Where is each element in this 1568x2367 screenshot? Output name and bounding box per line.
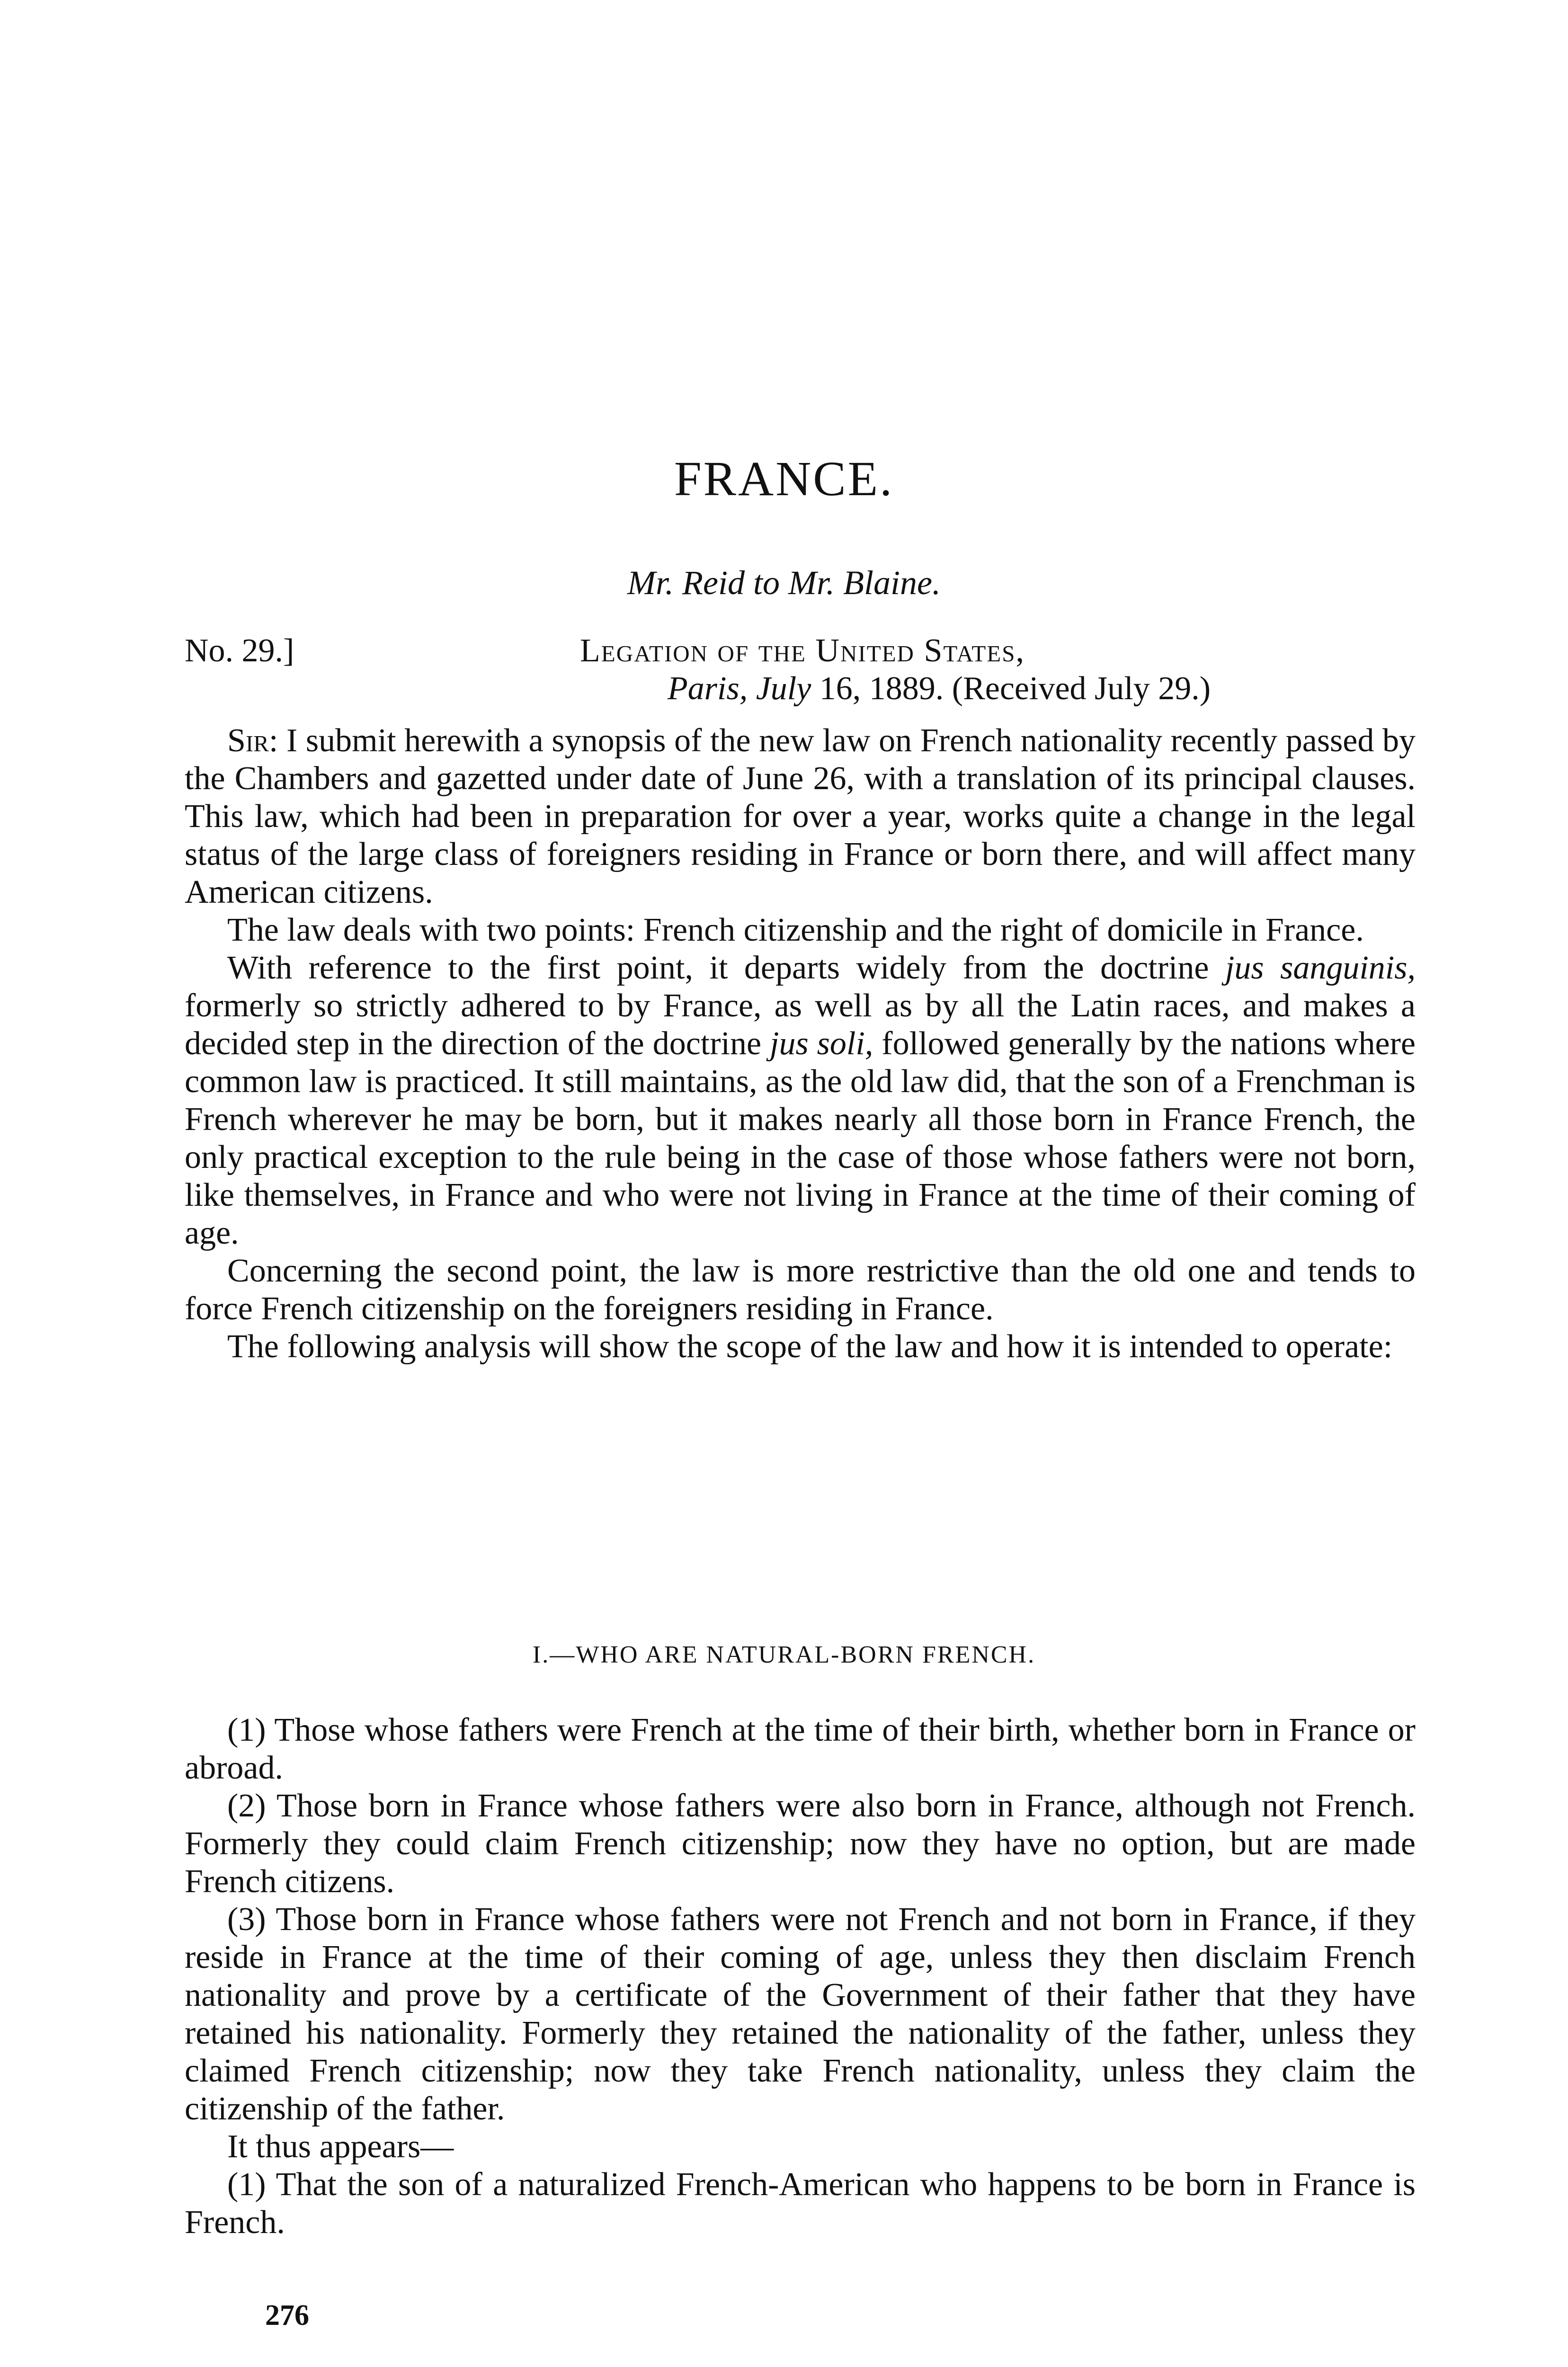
- letter-heading: Mr. Reid to Mr. Blaine.: [627, 564, 941, 602]
- document-number: No. 29.]: [185, 632, 294, 669]
- paragraph-4: Concerning the second point, the law is more restrictive than the old one and tends to force French citizenship on the foreigners residing in France.: [185, 1253, 1416, 1327]
- salutation: Sir: [227, 722, 269, 759]
- paragraph-3: [185, 949, 1416, 1252]
- legation-line: Legation of the United States,: [580, 632, 1025, 669]
- list-paragraph-5: (1) That the son of a naturalized French-American who happens to be born in France is French.: [185, 2166, 1416, 2241]
- paragraph-3-text-b: formerly so strictly adhered to by France, as well as by all the Latin races, and makes a decided step in the direction of the doctrine: [185, 988, 1416, 1062]
- paragraph-2: The law deals with two points: French citizenship and the right of domicile in France.: [227, 912, 1364, 948]
- jus-sanguinis-term: jus sanguinis,: [1225, 950, 1416, 986]
- paragraph-5: The following analysis will show the scope of the law and how it is intended to operate:: [227, 1328, 1393, 1365]
- list-paragraph-4: It thus appears—: [227, 2128, 454, 2165]
- jus-soli-term: jus soli,: [770, 1025, 873, 1062]
- dateline-place: Paris, July: [668, 670, 811, 707]
- section-heading: I.—WHO ARE NATURAL-BORN FRENCH.: [532, 1641, 1036, 1668]
- dateline-received: (Received July 29.): [952, 670, 1211, 707]
- list-paragraph-3: (3) Those born in France whose fathers were not French and not born in France, if they reside in France at the time of their coming of age, unless they then disclaim French nationality and prove by a certificate of the Government of their father that they have retained his nationality. Formerly they retained the nationality of the father, unless they claimed French citizenship; now they take French nationality, unless they claim the citizenship of the father.: [185, 1901, 1416, 2127]
- paragraph-1: [185, 722, 1416, 911]
- dateline-date: 16, 1889.: [819, 670, 944, 707]
- paragraph-3-text-c: followed generally by the nations where common law is practiced. It still maintains, as the old law did, that the son of a Frenchman is French wherever he may be born, but it makes nearly all those born in France French, the only practical exception to the rule being in the case of those whose fathers were not born, like themselves, in France and who were not living in France at the time of their coming of age.: [185, 1025, 1416, 1251]
- section-body: [185, 1711, 1416, 2242]
- paragraph-1-text: : I submit herewith a synopsis of the new law on French nationality recently passed by the Chambers and gazetted under date of June 26, with a translation of its principal clauses. This law, which had been in preparation for over a year, works quite a change in the legal status of the large class of foreigners residing in France or born there, and will affect many American citizens.: [185, 722, 1416, 910]
- page-title: FRANCE.: [674, 452, 894, 506]
- page-number: 276: [265, 2299, 309, 2331]
- list-paragraph-2: (2) Those born in France whose fathers were also born in France, although not French. Formerly they could claim French citizenship; now they have no option, but are made French citizens.: [185, 1788, 1416, 1900]
- paragraph-3-text-a: With reference to the first point, it departs widely from the doctrine: [227, 950, 1225, 986]
- letter-body: [185, 722, 1416, 1366]
- dateline: [668, 672, 1211, 705]
- list-paragraph-1: (1) Those whose fathers were French at the time of their birth, whether born in France or abroad.: [185, 1712, 1416, 1786]
